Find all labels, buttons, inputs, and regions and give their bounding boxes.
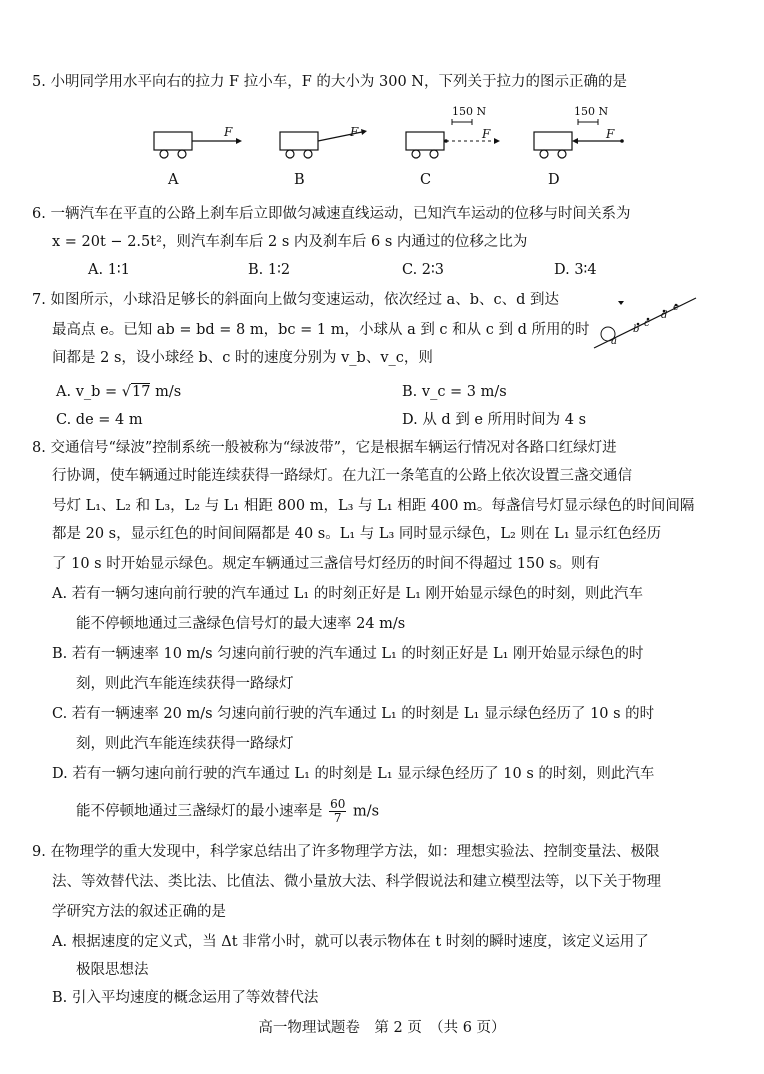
q9-option-b: B. 引入平均速度的概念运用了等效替代法 <box>52 990 319 1006</box>
q7-option-a-unit: m/s <box>155 384 182 400</box>
q7-fig-label-d: d <box>661 310 668 321</box>
q8-option-a-line-2: 能不停顿地通过三盏绿色信号灯的最大速率 24 m/s <box>76 616 406 632</box>
q5-figure-c <box>402 116 512 162</box>
q9-option-a-line-1: A. 根据速度的定义式，当 Δt 非常小时，就可以表示物体在 t 时刻的瞬时速度，该定义运用了 <box>52 934 649 950</box>
q5-option-c: C <box>420 172 432 188</box>
q7-fig-label-e: e <box>673 302 679 313</box>
q8-line-5: 了 10 s 时开始显示绿色。规定车辆通过三盏信号灯经历的时间不得超过 150 s。则有 <box>52 556 601 572</box>
q5-figure-a <box>150 122 250 162</box>
q5-option-d: D <box>548 172 560 188</box>
q8-option-d-denominator: 7 <box>333 811 342 825</box>
q8-option-b-line-2: 刻，则此汽车能连续获得一路绿灯 <box>76 676 294 692</box>
q7-option-d: D. 从 d 到 e 所用时间为 4 s <box>402 412 587 428</box>
q7-line-2: 最高点 e。已知 ab = bd = 8 m，bc = 1 m，小球从 a 到 c 和从 c 到 d 所用的时 <box>52 322 590 338</box>
q8-option-d-line-1: D. 若有一辆匀速向前行驶的汽车通过 L₁ 的时刻是 L₁ 显示绿色经历了 10 s 的时刻，则此汽车 <box>52 766 655 782</box>
q8-option-a-line-1: A. 若有一辆匀速向前行驶的汽车通过 L₁ 的时刻正好是 L₁ 刚开始显示绿色的时刻，则此汽车 <box>52 586 644 602</box>
q9-option-a-line-2: 极限思想法 <box>76 962 149 978</box>
q6-line-1: 6. 一辆汽车在平直的公路上刹车后立即做匀减速直线运动，已知汽车运动的位移与时间关系为 <box>32 206 631 222</box>
q5-force-label-c: F <box>482 127 491 141</box>
q6-option-c: C. 2∶3 <box>402 262 445 278</box>
q5-force-label-a: F <box>224 125 233 139</box>
q8-option-b-line-1: B. 若有一辆速率 10 m/s 匀速向前行驶的汽车通过 L₁ 的时刻正好是 L₁ 刚开始显示绿色的时 <box>52 646 644 662</box>
q7-fig-label-a: a <box>611 336 617 347</box>
q7-fig-label-c: c <box>644 318 650 329</box>
q8-line-4: 都是 20 s，显示红色的时间间隔都是 40 s。L₁ 与 L₃ 同时显示绿色，L₂ 则在 L₁ 显示红色经历 <box>52 526 662 542</box>
q8-option-d-unit: m/s <box>353 803 380 820</box>
q8-option-d-fraction <box>329 798 346 825</box>
q5-option-b: B <box>294 172 305 188</box>
q9-line-3: 学研究方法的叙述正确的是 <box>52 904 226 920</box>
q7-option-a: A. v_b = √17 m/s <box>56 384 182 400</box>
q8-option-c-line-1: C. 若有一辆速率 20 m/s 匀速向前行驶的汽车通过 L₁ 的时刻是 L₁ 显示绿色经历了 10 s 的时 <box>52 706 655 722</box>
q7-fig-label-b: b <box>633 324 640 335</box>
q9-line-2: 法、等效替代法、类比法、比值法、微小量放大法、科学假说法和建立模型法等，以下关于物理 <box>52 874 661 890</box>
q6-option-d: D. 3∶4 <box>554 262 597 278</box>
q7-option-c: C. de = 4 m <box>56 412 143 428</box>
q8-option-c-line-2: 刻，则此汽车能连续获得一路绿灯 <box>76 736 294 752</box>
q5-figure-d <box>530 116 640 162</box>
q6-option-b: B. 1∶2 <box>248 262 291 278</box>
q5-force-label-b: F <box>350 125 359 139</box>
q7-line-3: 间都是 2 s，设小球经 b、c 时的速度分别为 v_b、v_c，则 <box>52 350 433 366</box>
q5-force-label-d: F <box>606 127 615 141</box>
page-footer: 高一物理试题卷 第 2 页 （共 6 页） <box>258 1020 506 1036</box>
q5-scale-label-c: 150 N <box>452 105 487 118</box>
q8-line-2: 行协调，使车辆通过时能连续获得一路绿灯。在九江一条笔直的公路上依次设置三盏交通信 <box>52 468 632 484</box>
q8-option-d-numerator: 60 <box>330 797 346 811</box>
q6-option-a: A. 1∶1 <box>88 262 130 278</box>
q8-line-3: 号灯 L₁、L₂ 和 L₃，L₂ 与 L₁ 相距 800 m，L₃ 与 L₁ 相距 400 m。每盏信号灯显示绿色的时间间隔 <box>52 498 695 514</box>
q5-scale-label-d: 150 N <box>574 105 609 118</box>
q7-option-a-prefix: A. v_b = <box>56 384 118 400</box>
q7-line-1: 7. 如图所示，小球沿足够长的斜面向上做匀变速运动，依次经过 a、b、c、d 到达 <box>32 292 559 308</box>
q5-stem: 5. 小明同学用水平向右的拉力 F 拉小车，F 的大小为 300 N，下列关于拉力的图示正确的是 <box>32 74 627 90</box>
q7-option-a-radicand: 17 <box>132 384 151 400</box>
q7-option-b: B. v_c = 3 m/s <box>402 384 507 400</box>
q5-option-a: A <box>168 172 179 188</box>
q6-line-2: x = 20t − 2.5t²，则汽车刹车后 2 s 内及刹车后 6 s 内通过的位移之比为 <box>52 234 528 250</box>
q8-line-1: 8. 交通信号“绿波”控制系统一般被称为“绿波带”，它是根据车辆运行情况对各路口红绿灯进 <box>32 440 617 456</box>
q9-line-1: 9. 在物理学的重大发现中，科学家总结出了许多物理学方法，如：理想实验法、控制变量法、极限 <box>32 844 660 860</box>
q8-option-d-line-2 <box>76 798 379 825</box>
q8-option-d-text: 能不停顿地通过三盏绿灯的最小速率是 <box>76 803 323 820</box>
q5-figure-b <box>276 122 376 162</box>
